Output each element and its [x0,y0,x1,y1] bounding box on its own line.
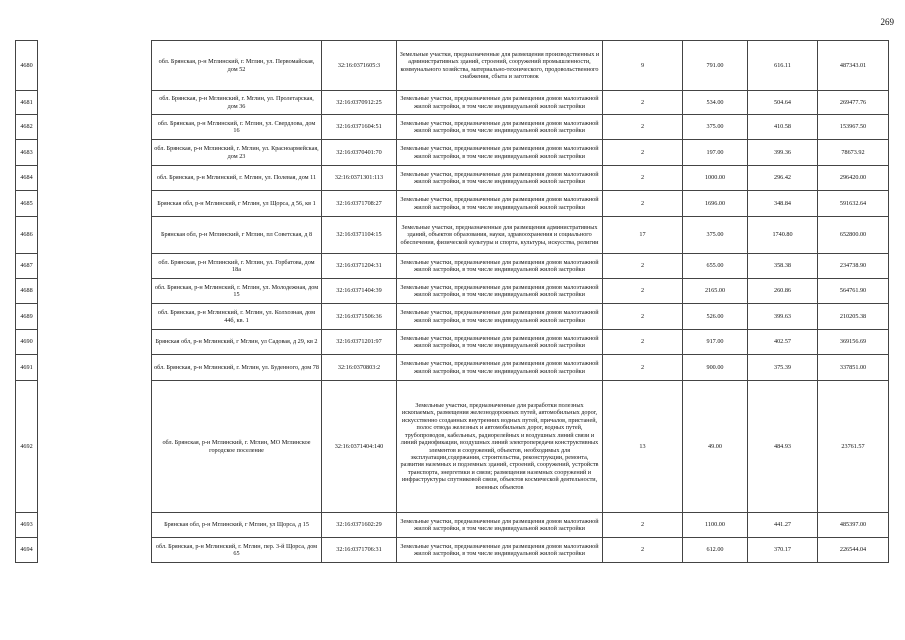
table-row [16,166,889,191]
cadastral-number-cell: 32:16:0370401:70 [322,140,397,166]
cadastral-value-cell: 226544.04 [818,538,889,563]
spacer-cell [38,355,152,381]
address-cell: Брянская обл, р-н Мглинский, г Мглин, пл Советская, д 8 [152,217,322,254]
address-cell: Брянская обл, р-н Мглинский, г Мглин, ул Садовая, д 29, кв 2 [152,330,322,355]
spacer-cell [38,166,152,191]
row-number: 4693 [16,513,38,538]
land-use-cell: Земельные участки, предназначенные для размещения домов малоэтажной жилой застройки, в том числе индивидуальной жилой застройки [397,304,603,330]
area-cell: 1100.00 [683,513,748,538]
table-row [16,191,889,217]
address-cell: обл. Брянская, р-н Мглинский, г. Мглин, ул. Пролетарская, дом 36 [152,91,322,115]
group-cell: 13 [603,381,683,513]
group-cell: 2 [603,304,683,330]
area-cell: 900.00 [683,355,748,381]
area-cell: 791.00 [683,41,748,91]
area-cell: 375.00 [683,217,748,254]
spacer-cell [38,538,152,563]
spacer-cell [38,41,152,91]
land-use-cell: Земельные участки, предназначенные для размещения домов малоэтажной жилой застройки, в том числе индивидуальной жилой застройки [397,513,603,538]
specific-value-cell: 296.42 [748,166,818,191]
group-cell: 2 [603,355,683,381]
land-use-cell: Земельные участки, предназначенные для размещения домов малоэтажной жилой застройки, в том числе индивидуальной жилой застройки [397,166,603,191]
land-use-cell: Земельные участки, предназначенные для размещения домов малоэтажной жилой застройки, в том числе индивидуальной жилой застройки [397,355,603,381]
spacer-cell [38,217,152,254]
spacer-cell [38,330,152,355]
specific-value-cell: 402.57 [748,330,818,355]
spacer-cell [38,91,152,115]
area-cell: 917.00 [683,330,748,355]
area-cell: 612.00 [683,538,748,563]
area-cell: 655.00 [683,254,748,279]
address-cell: обл. Брянская, р-н Мглинский, г. Мглин, ул. Буденного, дом 78 [152,355,322,381]
table-row [16,91,889,115]
area-cell: 49.00 [683,381,748,513]
spacer-cell [38,513,152,538]
table-row [16,115,889,140]
cadastral-number-cell: 32:16:0371204:31 [322,254,397,279]
specific-value-cell: 1740.80 [748,217,818,254]
area-cell: 1696.00 [683,191,748,217]
spacer-cell [38,254,152,279]
group-cell: 9 [603,41,683,91]
specific-value-cell: 399.36 [748,140,818,166]
land-use-cell: Земельные участки, предназначенные для разработки полезных ископаемых, размещения железнодорожных путей, автомобильных дорог, искусственно созданных внутренних водных путей, причалов, пристаней, полос отвода железных и автомобильных дорог, водных путей, трубопроводов, кабельных, радиорелейных и воздушных линий связи и линий радиофикации, воздушных линий электропередачи конструктивных элементов и сооружений, объектов, необходимых для эксплуатации,содержания, строительства, реконструкции, ремонта, развития наземных и подземных зданий, строений, сооружений, устройств транспорта, энергетики и связи; размещения наземных сооружений и инфраструктуры спутниковой связи, объектов космической деятельности, военных объектов [397,381,603,513]
table-row [16,41,889,91]
land-use-cell: Земельные участки, предназначенные для размещения домов малоэтажной жилой застройки, в том числе индивидуальной жилой застройки [397,279,603,304]
spacer-cell [38,115,152,140]
table-row [16,355,889,381]
table-row [16,279,889,304]
row-number: 4687 [16,254,38,279]
area-cell: 375.00 [683,115,748,140]
cadastral-number-cell: 32:16:0371604:51 [322,115,397,140]
area-cell: 197.00 [683,140,748,166]
address-cell: обл. Брянская, р-н Мглинский, г. Мглин, ул. Полевая, дом 11 [152,166,322,191]
land-use-cell: Земельные участки, предназначенные для размещения домов малоэтажной жилой застройки, в том числе индивидуальной жилой застройки [397,91,603,115]
address-cell: Брянская обл, р-н Мглинский, г Мглин, ул Щорса, д 56, кв 1 [152,191,322,217]
spacer-cell [38,191,152,217]
group-cell: 2 [603,513,683,538]
spacer-cell [38,304,152,330]
table-row [16,140,889,166]
table-row [16,513,889,538]
specific-value-cell: 348.84 [748,191,818,217]
cadastral-value-cell: 591632.64 [818,191,889,217]
group-cell: 2 [603,166,683,191]
cadastral-value-cell: 78673.92 [818,140,889,166]
spacer-cell [38,381,152,513]
land-use-cell: Земельные участки, предназначенные для размещения домов малоэтажной жилой застройки, в том числе индивидуальной жилой застройки [397,140,603,166]
area-cell: 534.00 [683,91,748,115]
land-use-cell: Земельные участки, предназначенные для размещения административных зданий, объектов образования, науки, здравоохранения и социального обеспечения, физической культуры и спорта, культуры, искусства, религии [397,217,603,254]
group-cell: 2 [603,538,683,563]
group-cell: 2 [603,279,683,304]
land-use-cell: Земельные участки, предназначенные для размещения домов малоэтажной жилой застройки, в том числе индивидуальной жилой застройки [397,254,603,279]
area-cell: 2165.00 [683,279,748,304]
cadastral-value-table [15,40,889,563]
land-use-cell: Земельные участки, предназначенные для размещения домов малоэтажной жилой застройки, в том числе индивидуальной жилой застройки [397,330,603,355]
cadastral-number-cell: 32:16:0371404:39 [322,279,397,304]
specific-value-cell: 370.17 [748,538,818,563]
group-cell: 2 [603,254,683,279]
cadastral-number-cell: 32:16:0371708:27 [322,191,397,217]
row-number: 4682 [16,115,38,140]
land-use-cell: Земельные участки, предназначенные для размещения домов малоэтажной жилой застройки, в том числе индивидуальной жилой застройки [397,191,603,217]
cadastral-number-cell: 32:16:0370912:25 [322,91,397,115]
address-cell: Брянская обл, р-н Мглинский, г Мглин, ул Щорса, д 15 [152,513,322,538]
cadastral-value-cell: 296420.00 [818,166,889,191]
address-cell: обл. Брянская, р-н Мглинский, г. Мглин, ул. Свердлова, дом 16 [152,115,322,140]
address-cell: обл. Брянская, р-н Мглинский, г. Мглин, пер. 3-й Щорса, дом 65 [152,538,322,563]
cadastral-value-cell: 234738.90 [818,254,889,279]
address-cell: обл. Брянская, р-н Мглинский, г. Мглин, ул. Молодежная, дом 15 [152,279,322,304]
cadastral-number-cell: 32:16:0371201:97 [322,330,397,355]
address-cell: обл. Брянская, р-н Мглинский, г. Мглин, МО Мглинское городское поселение [152,381,322,513]
table-row [16,538,889,563]
cadastral-number-cell: 32:16:0371301:113 [322,166,397,191]
cadastral-value-cell: 485397.00 [818,513,889,538]
specific-value-cell: 358.38 [748,254,818,279]
group-cell: 2 [603,191,683,217]
row-number: 4680 [16,41,38,91]
address-cell: обл. Брянская, р-н Мглинский, г. Мглин, ул. Горбатова, дом 18а [152,254,322,279]
cadastral-number-cell: 32:16:0371602:29 [322,513,397,538]
row-number: 4691 [16,355,38,381]
area-cell: 1000.00 [683,166,748,191]
group-cell: 2 [603,115,683,140]
specific-value-cell: 504.64 [748,91,818,115]
spacer-cell [38,279,152,304]
cadastral-value-cell: 153967.50 [818,115,889,140]
row-number: 4683 [16,140,38,166]
row-number: 4688 [16,279,38,304]
row-number: 4689 [16,304,38,330]
cadastral-number-cell: 32:16:0371506:36 [322,304,397,330]
specific-value-cell: 441.27 [748,513,818,538]
page-number: 269 [880,17,894,27]
land-use-cell: Земельные участки, предназначенные для размещения производственных и административных зданий, строений, сооружений промышленности, коммунального хозяйства, материально-технического, продовольственного снабжения, сбыта и заготовок [397,41,603,91]
table-row [16,330,889,355]
group-cell: 2 [603,330,683,355]
spacer-cell [38,140,152,166]
group-cell: 17 [603,217,683,254]
table-row [16,304,889,330]
land-use-cell: Земельные участки, предназначенные для размещения домов малоэтажной жилой застройки, в том числе индивидуальной жилой застройки [397,538,603,563]
cadastral-value-cell: 652800.00 [818,217,889,254]
cadastral-number-cell: 32:16:0371404:140 [322,381,397,513]
cadastral-value-cell: 564761.90 [818,279,889,304]
cadastral-number-cell: 32:16:0371605:3 [322,41,397,91]
cadastral-value-cell: 337851.00 [818,355,889,381]
row-number: 4684 [16,166,38,191]
area-cell: 526.00 [683,304,748,330]
address-cell: обл. Брянская, р-н Мглинский, г. Мглин, ул. Колхозная, дом 44б, кв. 1 [152,304,322,330]
specific-value-cell: 616.11 [748,41,818,91]
row-number: 4694 [16,538,38,563]
cadastral-number-cell: 32:16:0371104:15 [322,217,397,254]
cadastral-value-cell: 269477.76 [818,91,889,115]
row-number: 4686 [16,217,38,254]
group-cell: 2 [603,91,683,115]
row-number: 4690 [16,330,38,355]
address-cell: обл. Брянская, р-н Мглинский, г. Мглин, ул. Красноармейская, дом 23 [152,140,322,166]
row-number: 4692 [16,381,38,513]
row-number: 4681 [16,91,38,115]
cadastral-value-cell: 23761.57 [818,381,889,513]
table-row [16,217,889,254]
specific-value-cell: 484.93 [748,381,818,513]
specific-value-cell: 375.39 [748,355,818,381]
table-row [16,254,889,279]
cadastral-value-cell: 487343.01 [818,41,889,91]
specific-value-cell: 260.86 [748,279,818,304]
cadastral-value-cell: 210205.38 [818,304,889,330]
specific-value-cell: 399.63 [748,304,818,330]
group-cell: 2 [603,140,683,166]
specific-value-cell: 410.58 [748,115,818,140]
land-use-cell: Земельные участки, предназначенные для размещения домов малоэтажной жилой застройки, в том числе индивидуальной жилой застройки [397,115,603,140]
address-cell: обл. Брянская, р-н Мглинский, г. Мглин, ул. Первомайская, дом 52 [152,41,322,91]
table-row [16,381,889,513]
row-number: 4685 [16,191,38,217]
cadastral-number-cell: 32:16:0370803:2 [322,355,397,381]
cadastral-number-cell: 32:16:0371706:31 [322,538,397,563]
cadastral-value-cell: 369156.69 [818,330,889,355]
